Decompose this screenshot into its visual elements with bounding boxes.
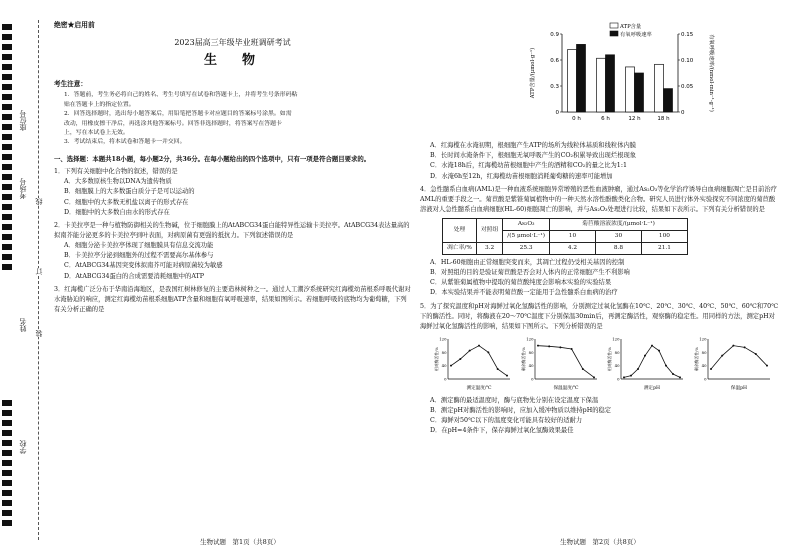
option-d[interactable]: D．水淹6h至12h，红海榄幼苗根细胞消耗葡萄糖的速率可能增加 <box>430 172 613 180</box>
data-point <box>721 354 723 356</box>
option-d[interactable]: D．在pH=4条件下，保存海鲜过氧化氢酶效果最佳 <box>430 427 574 435</box>
y-axis-label: 相对酶活性/% <box>434 346 439 371</box>
notice-line: 贴在答题卡上的指定位置。 <box>64 101 135 108</box>
option-a[interactable]: A．测定酶的最适温度时，酶与底物先分别在设定温度下保温 <box>430 396 599 404</box>
option-c[interactable]: C．细胞中的大多数无机盐以离子的形式存在 <box>64 198 189 206</box>
enzyme-chart-4 <box>694 335 774 393</box>
line-chart-svg <box>694 335 774 393</box>
option-c[interactable]: C．从紫锥菊属植物中提取的菊苣酸纯度会影响本实验的实验结果 <box>430 279 612 287</box>
data-point <box>755 353 757 355</box>
notice-line: 上，写在本试卷上无效。 <box>64 130 129 137</box>
question-3 <box>54 285 411 315</box>
option-c[interactable]: C．海鲜对50℃以下的温度变化可能具有较好的适耐力 <box>430 417 583 425</box>
data-point <box>710 368 712 370</box>
option-a[interactable]: A．大多数原核生物以DNA为遗传物质 <box>64 178 172 186</box>
notice-line: 1．答题前，考生务必将自己的姓名、考生号填写在试卷和答题卡上，并将考生号条形码粘 <box>64 92 298 99</box>
y-tick-label: 40 <box>528 362 534 368</box>
notice-block <box>54 79 411 148</box>
data-line <box>711 345 767 368</box>
data-point <box>630 374 632 376</box>
data-point <box>644 354 646 356</box>
data-line <box>624 345 680 377</box>
table-header-as-unit: /(5 μmol·L⁻¹) <box>503 230 550 242</box>
y-axis-label: 剩余酶活性/% <box>520 346 526 371</box>
question-stem: 4．急性髓系白血病(AML)是一种血液系统细胞异常增殖的恶性血液肿瘤，通过As₂O₃等化学治疗诱导白血病细胞凋亡是目前治疗AML的重要手段之一。菊苣酸是紫锥菊属植物中的一种天然水溶性酚酸类化合物。研究人员进行体外实验探究不同浓度的菊苣酸溶液对人急性髓系白血病细胞(HL-60)细胞凋亡的影响，并与As₂O₃处理进行比较，结果如下表所示。下列有关分析错误的是 <box>420 185 777 213</box>
table-header-as: As₂O₃ <box>503 218 550 230</box>
question-4 <box>420 185 780 299</box>
option-d[interactable]: D．AtABCG34蛋白的合成需要消耗细胞中的ATP <box>64 272 204 280</box>
tick-label-right: 0 <box>681 110 685 116</box>
table-cell: 25.3 <box>503 242 550 254</box>
tick-label-left: 0.9 <box>550 32 559 38</box>
data-point <box>665 364 667 366</box>
binding-tag-order: 订 <box>35 268 43 275</box>
data-point <box>637 368 639 370</box>
tick-label-left: 0.3 <box>550 84 559 90</box>
barcode-strip-top <box>2 24 12 274</box>
bar-atp <box>626 67 635 112</box>
data-point <box>570 348 572 350</box>
table-cell: 21.1 <box>641 242 687 254</box>
page-right <box>420 20 780 437</box>
line-chart-svg <box>521 335 601 393</box>
tick-label-right: 0.05 <box>681 84 694 90</box>
data-point <box>469 349 471 351</box>
bar-chart-svg <box>520 20 720 138</box>
y-tick-label: 80 <box>528 349 534 355</box>
y-tick-label: 40 <box>441 362 447 368</box>
option-b[interactable]: B．卡美拉亭分泌到细胞外的过程不需要高尔基体参与 <box>64 252 214 260</box>
legend-label-respiration: 有氧呼吸速率 <box>620 32 652 38</box>
notice-heading: 考生注意： <box>54 80 87 89</box>
data-point <box>548 345 550 347</box>
data-point <box>506 374 508 376</box>
y-tick-label: 40 <box>614 362 620 368</box>
y-tick-label: 120 <box>699 336 707 342</box>
x-tick-label: 6 h <box>601 116 610 122</box>
x-axis-label: 测定温度/℃ <box>466 385 492 391</box>
line-chart-svg <box>434 335 514 393</box>
question-1 <box>54 167 411 218</box>
question-stem: 3．红海榄广泛分布于华南沿海地区，是我国红树林修复的主要造林树种之一。通过人工潮汐系统研究红海榄幼苗根系呼吸代谢对水淹胁迫的响应，测定红海榄幼苗根系细胞ATP含量和细胞有氧呼吸速率，结果如图所示。若细胞呼吸的底物均为葡萄糖，下列有关分析正确的是 <box>54 285 411 313</box>
option-a[interactable]: A．HL-60细胞由正常细胞突变而来，其凋亡过程仍受相关基因的控制 <box>430 258 625 266</box>
option-d[interactable]: D．细胞中的大多数自由水的形式存在 <box>64 208 170 216</box>
tick-label-right: 0.15 <box>681 32 694 38</box>
data-point <box>487 351 489 353</box>
question-stem: 5．为了探究温度和pH对海鲜过氧化氢酶活性的影响，分别测定过氧化氢酶在10℃、20℃、30℃、40℃、50℃、60℃和70℃下的酶活性。同时，将酶液在20～70℃温度下分别保温30min后，再测定酶活性，观察酶的稳定性。用同样的方法，测定pH对海鲜过氧化氢酶活性的影响，结果如下图所示。下列分析错误的是 <box>420 302 779 330</box>
binding-cut-line <box>38 20 39 540</box>
barcode-strip-bottom <box>2 400 12 530</box>
y-tick-label: 120 <box>439 336 447 342</box>
enzyme-chart-2 <box>521 335 601 393</box>
page-left <box>54 20 411 315</box>
legend-swatch-respiration <box>610 31 618 36</box>
option-c[interactable]: C．AtABCG34基因突变体拟南芥可能对病原菌较为敏感 <box>64 262 223 270</box>
section-heading: 一、选择题：本题共18小题，每小题2分，共36分。在每小题给出的四个选项中，只有一项是符合题目要求的。 <box>54 154 371 163</box>
option-d[interactable]: D．本实验结果并不能表明菊苣酸一定能用于急性髓系白血病的治疗 <box>430 289 618 297</box>
data-point <box>581 368 583 370</box>
bar-atp <box>655 64 664 112</box>
legend-swatch-atp <box>610 23 618 28</box>
x-tick-label: 0 h <box>572 116 581 122</box>
data-line <box>451 345 507 375</box>
binding-tag-bind: 装 <box>35 330 43 337</box>
y-tick-label: 0 <box>704 376 707 382</box>
data-point <box>559 346 561 348</box>
y-tick-label: 80 <box>441 349 447 355</box>
question-2 <box>54 221 411 282</box>
enzyme-chart-3 <box>607 335 687 393</box>
notice-line: 改动，用橡皮擦干净后，再选涂其他答案标号。回答非选择题时，将答案写在答题卡 <box>64 120 282 127</box>
data-line <box>538 345 594 377</box>
data-point <box>732 344 734 346</box>
line-chart-svg <box>607 335 687 393</box>
binding-label-school: 学校 <box>19 440 27 454</box>
y-tick-label: 80 <box>701 349 707 355</box>
x-axis-label: 保温温度/℃ <box>553 385 579 391</box>
table-cell: 4.2 <box>549 242 595 254</box>
data-point <box>766 364 768 366</box>
option-b[interactable]: B．长时间水淹条件下，根细胞无氧呼吸产生的CO₂积累导致出现烂根现象 <box>430 152 637 160</box>
y-axis-label-left: ATP含量/(μmol·g⁻¹) <box>530 47 536 99</box>
tick-label-left: 0 <box>555 110 559 116</box>
binding-label-room: 考场号 <box>19 178 27 199</box>
table-cell: 3.2 <box>476 242 502 254</box>
bar-respiration <box>635 73 644 112</box>
y-tick-label: 0 <box>444 376 447 382</box>
binding-labels <box>14 0 40 552</box>
bar-atp <box>568 50 577 112</box>
data-point <box>593 376 595 378</box>
data-point <box>744 346 746 348</box>
table-header-ca-10: 10 <box>549 230 595 242</box>
data-point <box>450 364 452 366</box>
table-header-ca-100: 100 <box>641 230 687 242</box>
data-point <box>459 358 461 360</box>
y-axis-label: 相对酶活性/% <box>607 346 613 371</box>
notice-line: 3．考试结束后，将本试卷和答题卡一并交回。 <box>64 139 186 146</box>
option-b[interactable]: B．细胞膜上的大多数蛋白质分子是可以运动的 <box>64 188 195 196</box>
subject-title: 生 物 <box>203 52 261 68</box>
x-tick-label: 12 h <box>628 116 641 122</box>
option-c[interactable]: C．水淹18h后，红海榄幼苗根细胞中产生的酒精和CO₂的量之比为1:1 <box>430 162 627 170</box>
table-cell: 8.8 <box>595 242 641 254</box>
y-tick-label: 40 <box>701 362 707 368</box>
data-point <box>672 373 674 375</box>
x-axis-label: 测定pH <box>644 385 661 391</box>
x-tick-label: 18 h <box>657 116 670 122</box>
table-header-ca-30: 30 <box>595 230 641 242</box>
atp-respiration-chart <box>520 20 720 138</box>
enzyme-chart-1 <box>434 335 514 393</box>
data-point <box>623 376 625 378</box>
y-tick-label: 80 <box>614 349 620 355</box>
question-3-options <box>420 141 780 182</box>
apoptosis-table <box>442 218 688 255</box>
bar-respiration <box>606 55 615 112</box>
page-footer-left: 生物试题 第1页（共8页） <box>200 538 280 546</box>
bar-respiration <box>664 89 673 112</box>
binding-label-name: 姓名 <box>19 318 27 332</box>
data-point <box>478 344 480 346</box>
option-a[interactable]: A．细胞分泌卡美拉亭体现了细胞膜具有信息交流功能 <box>64 242 214 250</box>
tick-label-left: 0.6 <box>550 58 559 64</box>
y-axis-label-right: 有氧呼吸速率/(nmol·min⁻¹·g⁻¹) <box>708 34 714 112</box>
option-a[interactable]: A．红海榄在水淹初期，根细胞产生ATP的场所为线粒体基质和线粒体内膜 <box>430 142 637 149</box>
question-stem: 1．下列有关细胞中化合物的叙述，错误的是 <box>54 168 178 176</box>
bar-respiration <box>577 44 586 112</box>
table-header-process: 处理 <box>443 218 477 242</box>
binding-tag-line: 线 <box>35 198 43 205</box>
data-point <box>497 368 499 370</box>
enzyme-charts-row <box>434 335 774 393</box>
question-stem: 2．卡美拉亭是一种与植物防御相关的生物碱，位于细胞膜上的AtABCG34蛋白能特异性运输卡美拉亭。AtABCG34表达量高的拟南芥能分泌更多的卡美拉亭到叶表面，对病原菌有更强的抵抗力。下列叙述错误的是 <box>54 221 410 240</box>
question-5 <box>420 302 780 437</box>
y-tick-label: 120 <box>612 336 620 342</box>
data-point <box>537 344 539 346</box>
option-b[interactable]: B．测定pH对酶活性的影响时，应加入缓冲物质以维持pH的稳定 <box>430 407 612 415</box>
table-row-label: 凋亡率/% <box>443 242 477 254</box>
exam-title: 2023届高三年级毕业班调研考试 <box>174 37 291 47</box>
secret-mark: 绝密★启用前 <box>54 21 95 29</box>
y-tick-label: 0 <box>530 376 534 382</box>
bar-atp <box>597 58 606 112</box>
data-point <box>651 344 653 346</box>
y-tick-label: 0 <box>617 376 620 382</box>
notice-line: 2．回答选择题时，选出每小题答案后，用铅笔把答题卡对应题目的答案标号涂黑。如需 <box>64 111 292 118</box>
y-tick-label: 120 <box>525 336 534 342</box>
y-axis-label: 剩余酶活性/% <box>693 346 699 371</box>
table-header-ca: 菊苣酸溶液浓度/(μmol·L⁻¹) <box>549 218 687 230</box>
binding-label-seat: 座位号 <box>19 110 27 131</box>
x-axis-label: 保温pH <box>730 385 748 391</box>
option-b[interactable]: B．对照组的目的是验证菊苣酸是否会对人体内的正常细胞产生不利影响 <box>430 269 630 277</box>
data-point <box>679 376 681 378</box>
data-point <box>658 349 660 351</box>
legend-label-atp: ATP含量 <box>620 24 642 30</box>
tick-label-right: 0.10 <box>681 58 694 64</box>
table-header-control: 对照组 <box>476 218 502 242</box>
page-footer-right: 生物试题 第2页（共8页） <box>560 538 640 546</box>
